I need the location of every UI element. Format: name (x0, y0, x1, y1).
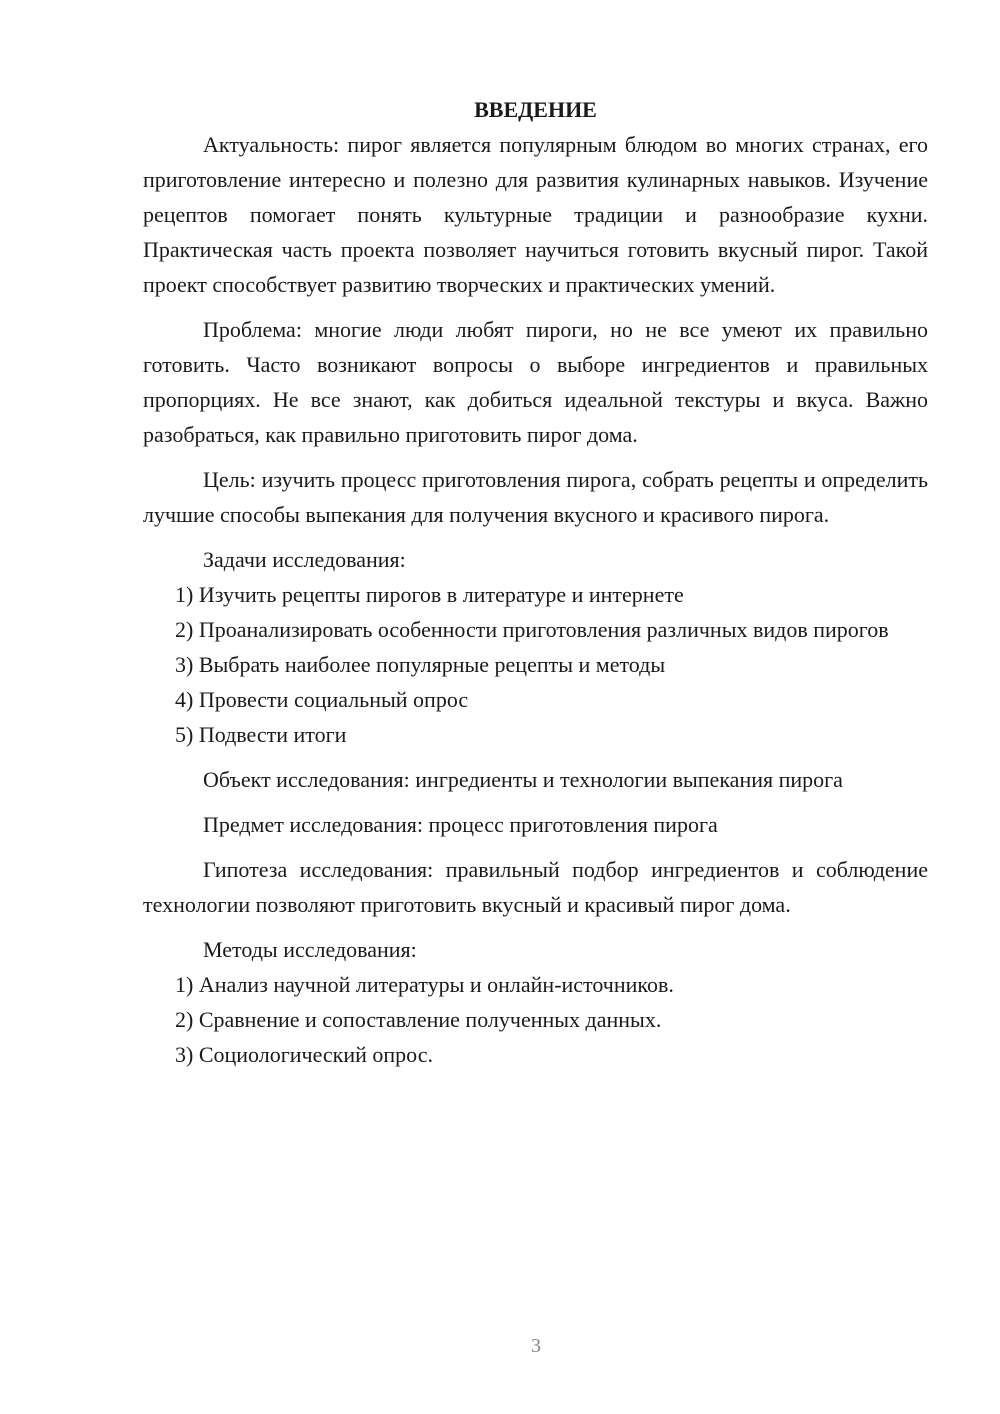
task-item: 5) Подвести итоги (175, 722, 347, 747)
task-item: 1) Изучить рецепты пирогов в литературе и интернете (175, 582, 684, 607)
paragraph-subject: Предмет исследования: процесс приготовления пирога (203, 812, 718, 837)
method-item: 1) Анализ научной литературы и онлайн-источников. (175, 972, 674, 997)
paragraph-goal: Цель: изучить процесс приготовления пирога, собрать рецепты и определить лучшие способы выпекания для получения вкусного и красивого пирога. (143, 467, 928, 527)
task-item: 3) Выбрать наиболее популярные рецепты и методы (175, 652, 666, 677)
task-item: 4) Провести социальный опрос (175, 687, 469, 712)
paragraph-relevance: Актуальность: пирог является популярным блюдом во многих странах, его приготовление интересно и полезно для развития кулинарных навыков. Изучение рецептов помогает понять культурные традиции и разнообразие кухни. Практическая часть проекта позволяет научиться готовить вкусный пирог. Такой проект способствует развитию творческих и практических умений. (143, 132, 928, 297)
paragraph-object: Объект исследования: ингредиенты и технологии выпекания пирога (203, 767, 843, 792)
tasks-heading: Задачи исследования: (203, 547, 406, 572)
paragraph-hypothesis: Гипотеза исследования: правильный подбор ингредиентов и соблюдение технологии позволяют приготовить вкусный и красивый пирог дома. (143, 857, 928, 917)
page-content (143, 92, 928, 1072)
method-item: 2) Сравнение и сопоставление полученных данных. (175, 1007, 662, 1032)
paragraph-problem: Проблема: многие люди любят пироги, но не все умеют их правильно готовить. Часто возникают вопросы о выборе ингредиентов и правильных пропорциях. Не все знают, как добиться идеальной текстуры и вкуса. Важно разобраться, как правильно приготовить пирог дома. (143, 317, 928, 447)
methods-heading: Методы исследования: (203, 937, 417, 962)
task-item: 2) Проанализировать особенности приготовления различных видов пирогов (175, 617, 889, 642)
method-item: 3) Социологический опрос. (175, 1042, 433, 1067)
section-title: ВВЕДЕНИЕ (474, 97, 597, 122)
page-number: 3 (531, 1335, 541, 1357)
